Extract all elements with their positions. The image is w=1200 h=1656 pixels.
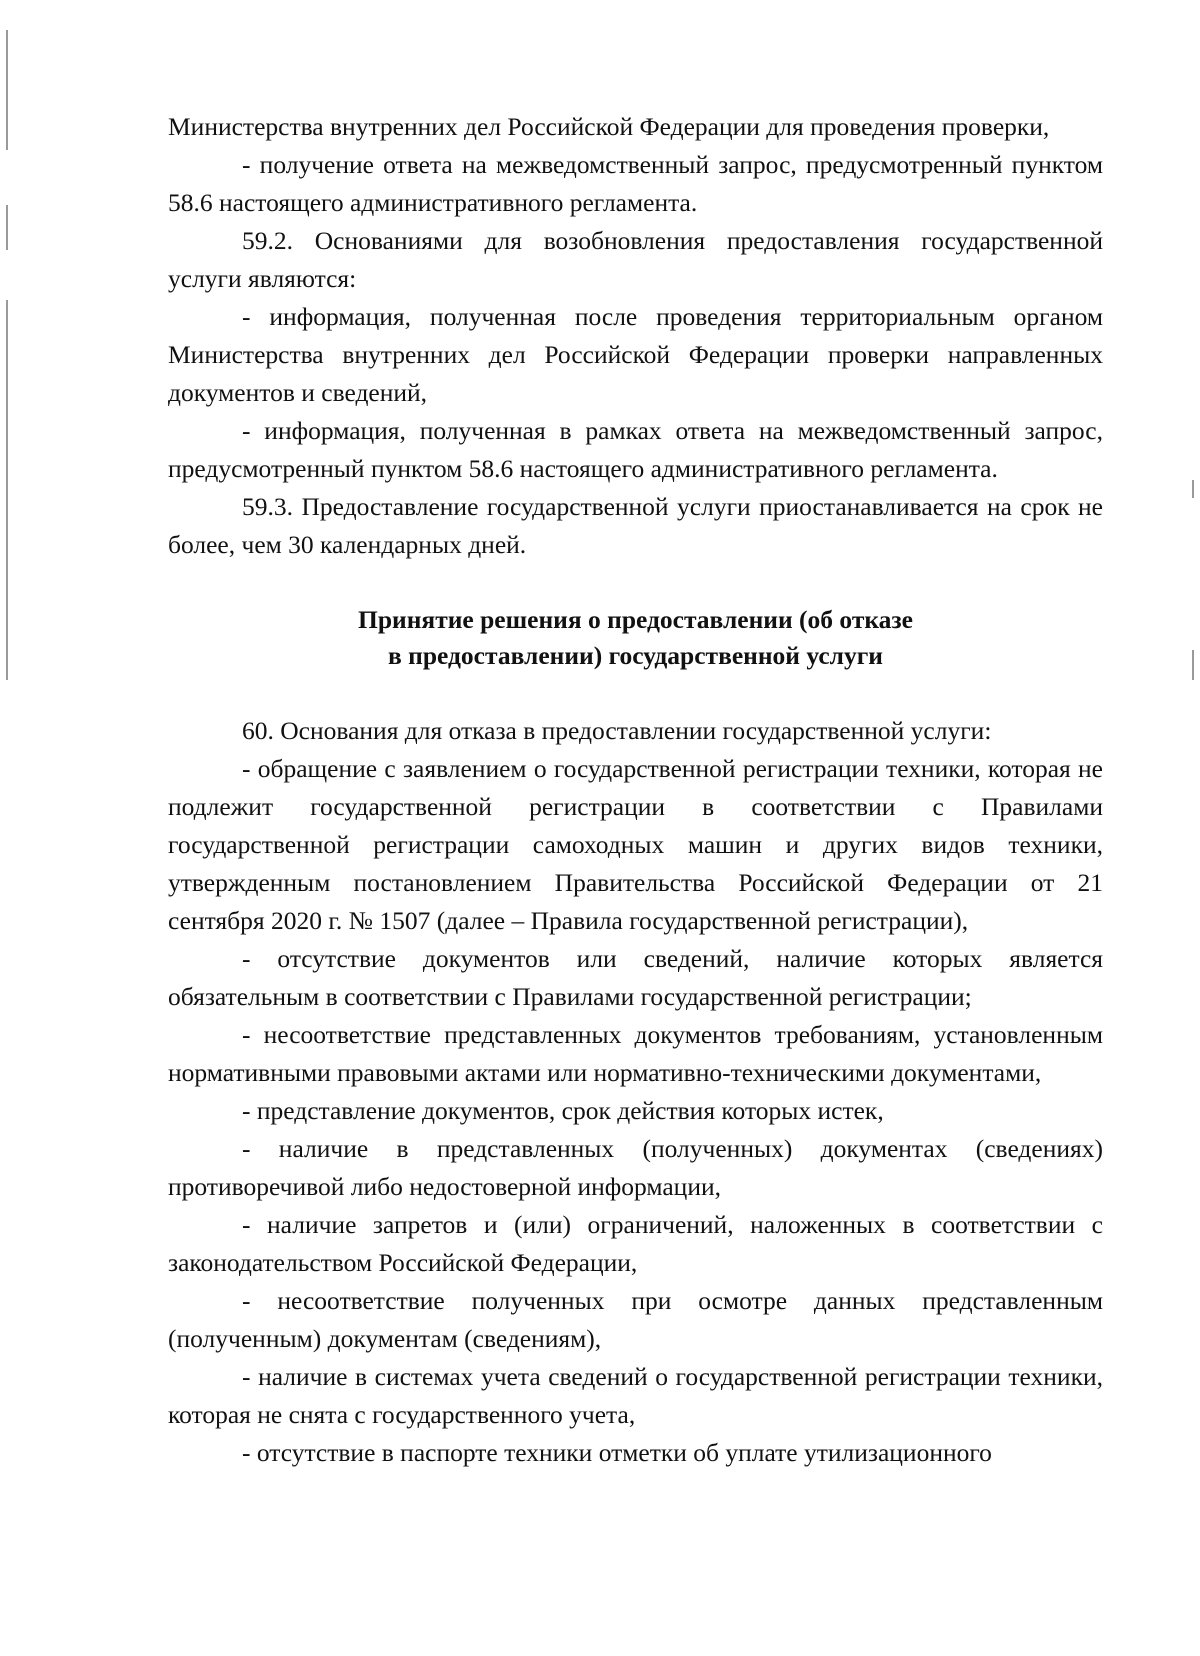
paragraph: - наличие запретов и (или) ограничений, наложенных в соответствии с законодательством Российской Федерации, [168,1210,1103,1277]
paragraph: - наличие в системах учета сведений о государственной регистрации техники, которая не снята с государственного учета, [168,1362,1103,1429]
paragraph: - отсутствие документов или сведений, наличие которых является обязательным в соответствии с Правилами государственной регистрации; [168,944,1103,1011]
paragraph: - информация, полученная после проведения территориальным органом Министерства внутренних дел Российской Федерации проверки направленных документов и сведений, [168,302,1103,407]
paragraph: 59.2. Основаниями для возобновления предоставления государственной услуги являются: [168,226,1103,293]
paragraph: - несоответствие полученных при осмотре данных представленным (полученным) документам (сведениям), [168,1286,1103,1353]
paragraph: 60. Основания для отказа в предоставлении государственной услуги: [242,716,992,745]
paragraph: - получение ответа на межведомственный запрос, предусмотренный пунктом 58.6 настоящего административного регламента. [168,150,1103,217]
paragraph: - обращение с заявлением о государственной регистрации техники, которая не подлежит государственной регистрации в соответствии с Правилами государственной регистрации самоходных машин и других видов техники, утвержденным постановлением Правительства Российской Федерации от 21 сентября 2020 г. № 1507 (далее – Правила государственной регистрации), [168,754,1103,935]
paragraph: - информация, полученная в рамках ответа на межведомственный запрос, предусмотренный пунктом 58.6 настоящего административного регламента. [168,416,1103,483]
document-page [168,108,1103,1472]
section-heading [168,602,1103,674]
paragraph: 59.3. Предоставление государственной услуги приостанавливается на срок не более, чем 30 календарных дней. [168,492,1103,559]
scan-edge-mark [6,300,8,680]
body-text-before-heading [168,108,1103,564]
scan-edge-mark [1192,650,1194,680]
scan-edge-mark [6,205,8,250]
scan-edge-mark [6,30,8,150]
paragraph: - представление документов, срок действия которых истек, [242,1096,884,1125]
paragraph: - отсутствие в паспорте техники отметки об уплате утилизационного [242,1438,992,1467]
section-heading-line: Принятие решения о предоставлении (об отказе [358,605,913,634]
section-heading-line: в предоставлении) государственной услуги [388,641,883,670]
paragraph: - наличие в представленных (полученных) документах (сведениях) противоречивой либо недостоверной информации, [168,1134,1103,1201]
body-text-after-heading [168,712,1103,1472]
paragraph: - несоответствие представленных документов требованиям, установленным нормативными правовыми актами или нормативно-техническими документами, [168,1020,1103,1087]
paragraph: Министерства внутренних дел Российской Федерации для проведения проверки, [168,112,1050,141]
scan-edge-mark [1192,480,1194,498]
